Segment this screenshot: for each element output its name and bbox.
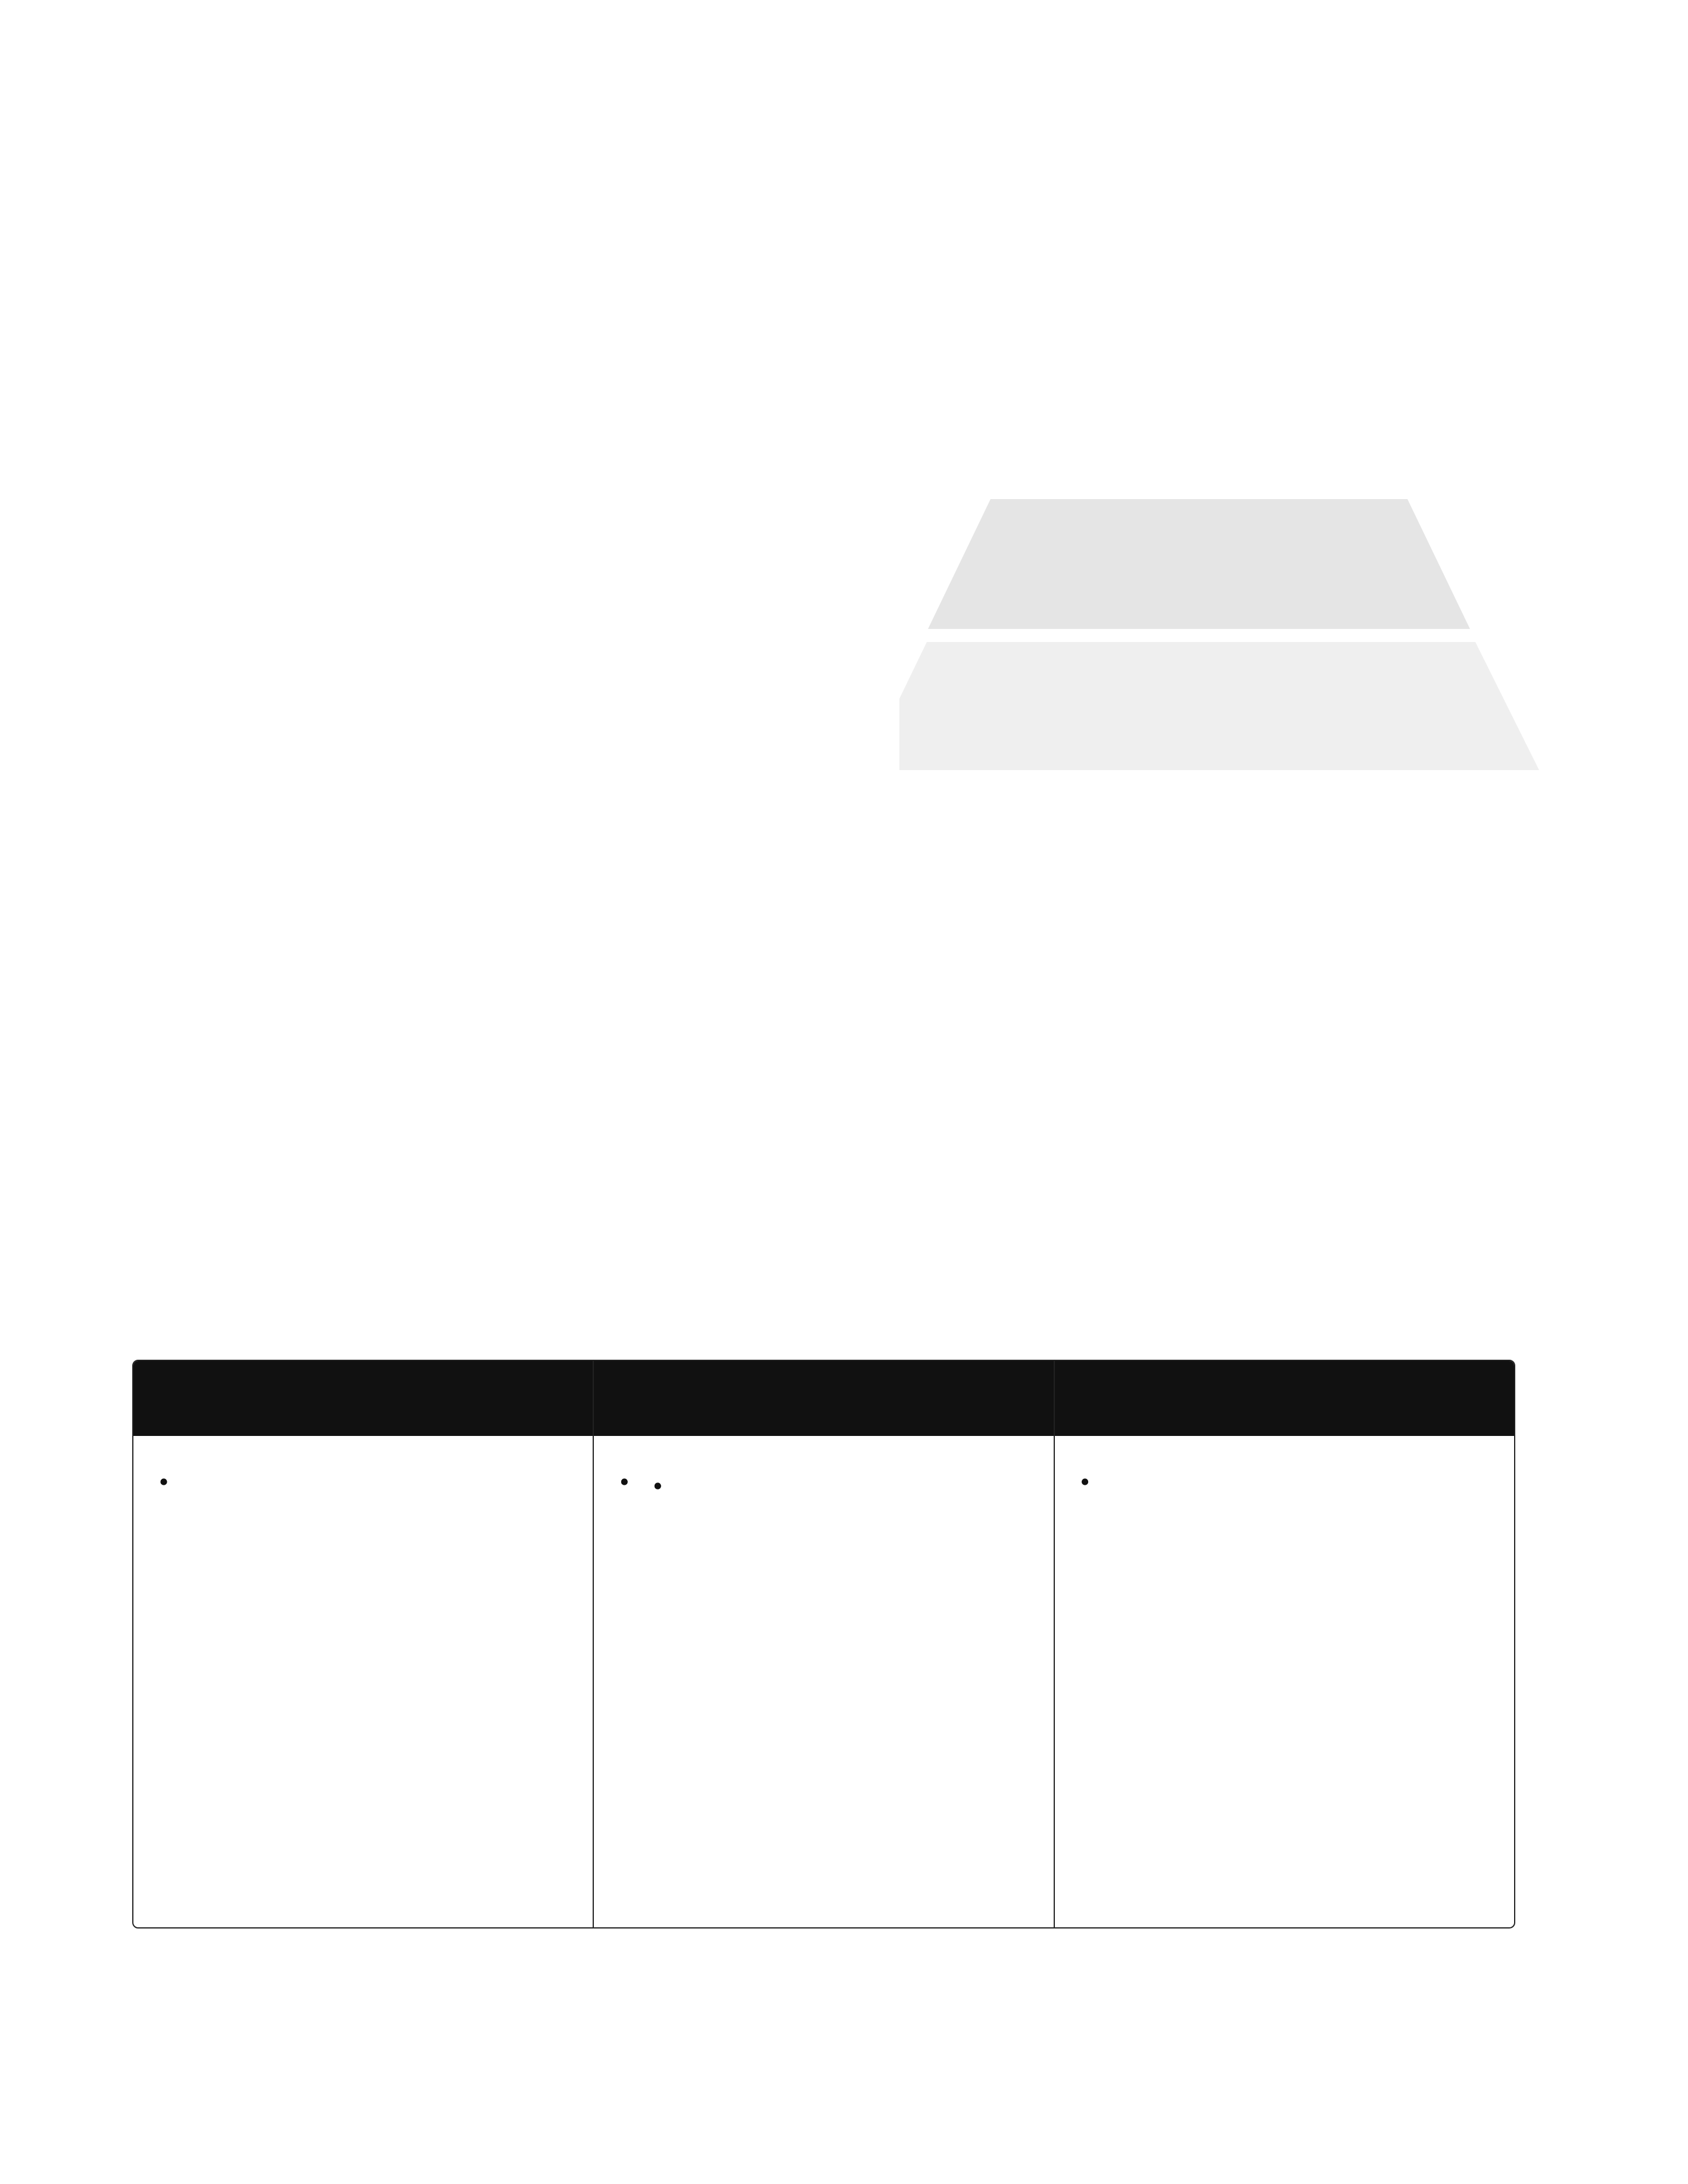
pyramid-bottom-tier: [899, 642, 1539, 770]
cost-header: [1055, 1361, 1514, 1436]
metrics-pyramid-diagram: [899, 499, 1543, 773]
impact-column: [594, 1361, 1054, 1927]
left-column: [132, 130, 811, 175]
impact-header: [594, 1361, 1053, 1436]
pyramid-top-tier: [928, 499, 1470, 629]
metrics-framework-table: [132, 1360, 1515, 1928]
impact-body: [594, 1436, 1053, 1453]
utilization-column: [133, 1361, 594, 1927]
utilization-body: [133, 1436, 593, 1453]
cost-column: [1055, 1361, 1514, 1927]
cost-body: [1055, 1436, 1514, 1453]
utilization-header: [133, 1361, 593, 1436]
pyramid-shapes: [899, 499, 1543, 773]
